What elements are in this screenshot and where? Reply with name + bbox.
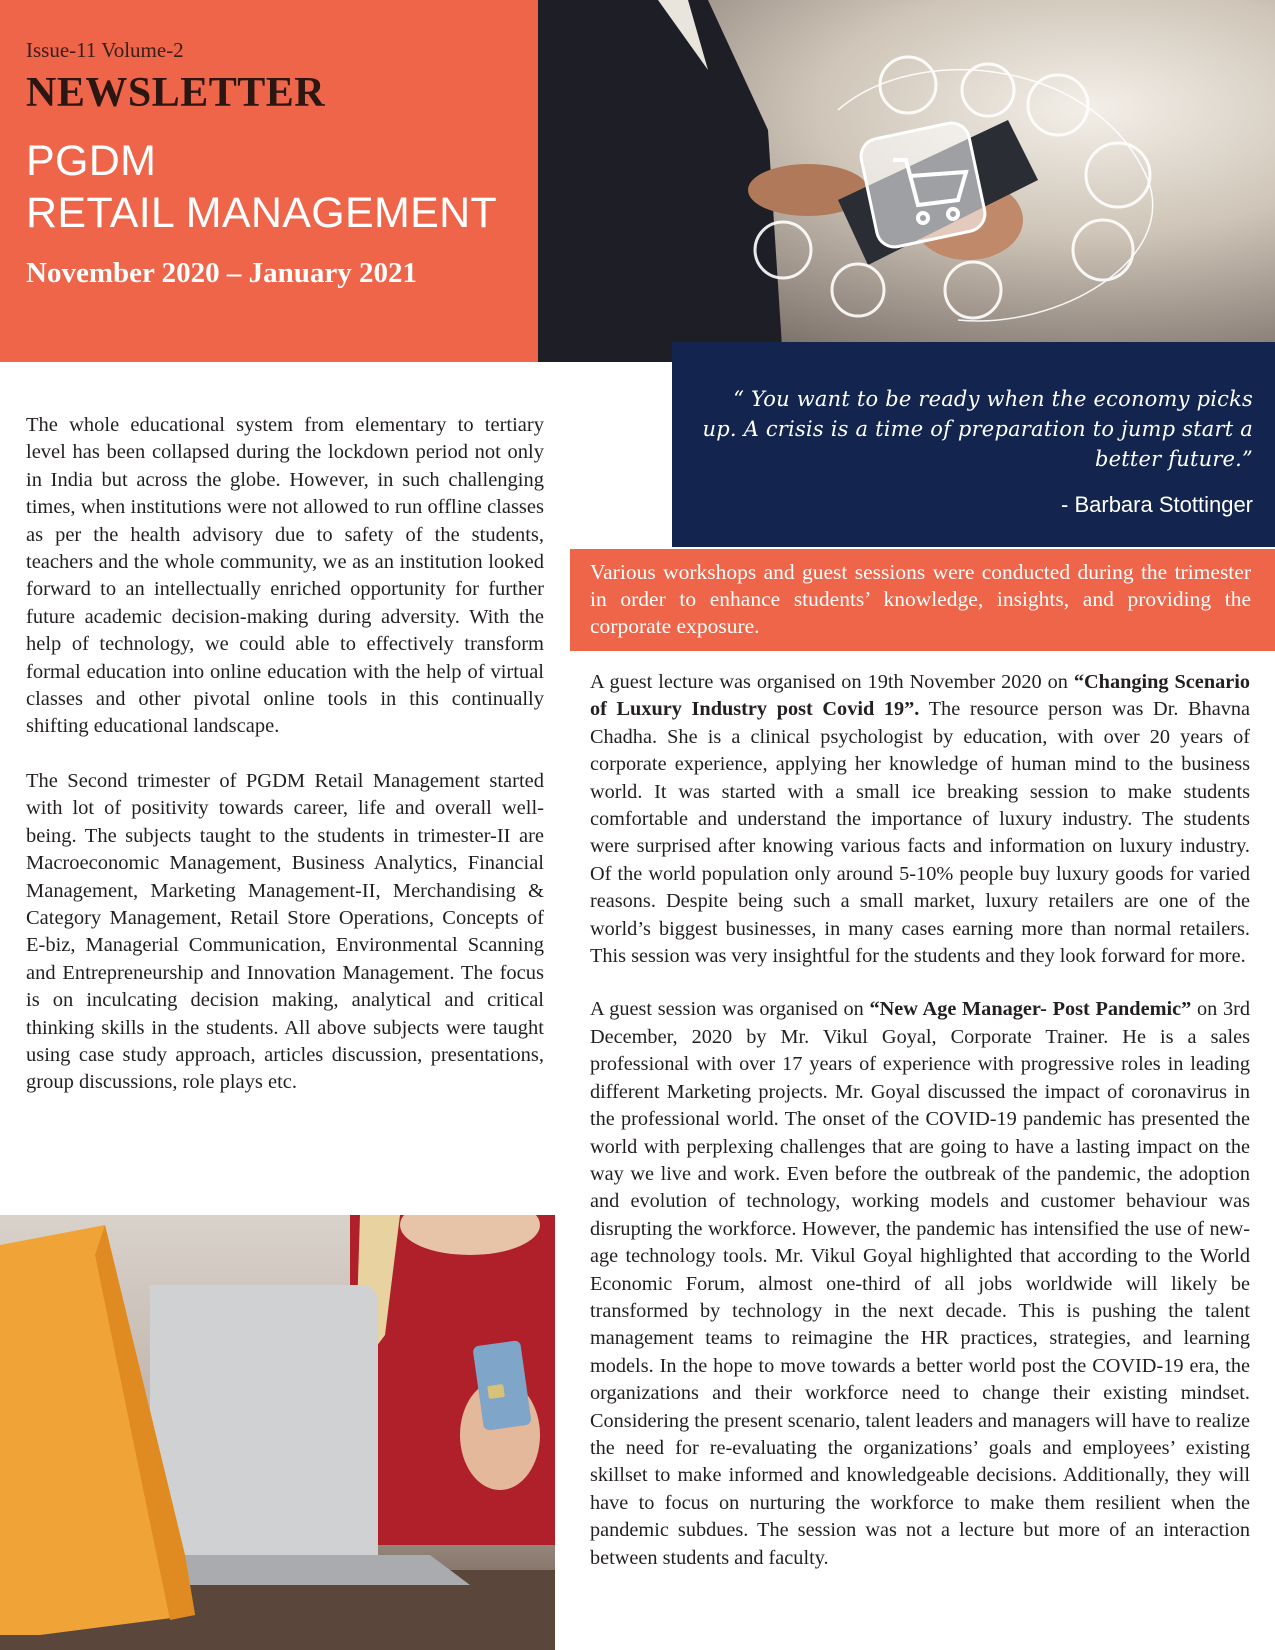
hero-illustration	[538, 0, 1275, 362]
card-chip-icon	[487, 1384, 505, 1399]
quote-box	[672, 342, 1275, 547]
quote-author: - Barbara Stottinger	[1061, 492, 1253, 517]
new-age-manager-paragraph	[590, 996, 1250, 1572]
cart-tile	[858, 120, 988, 250]
globe-icon	[1028, 75, 1088, 135]
p2-lead: A guest session was organised on	[590, 998, 870, 1021]
p2-bold-title: “New Age Manager- Post Pandemic”	[869, 998, 1192, 1021]
program-title-line2: RETAIL MANAGEMENT	[26, 189, 497, 237]
hero-image	[538, 0, 1275, 362]
right-column	[590, 669, 1250, 1598]
p1-body: The resource person was Dr. Bhavna Chadha. She is a clinical psychologist by education, with over 20 years of corporate experience, applying her knowledge of human mind to the business world. It was started with a small ice breaking session to make students comfortable and understand the importance of luxury industry. The students were surprised after knowing various facts and information on luxury industry. Of the world population only around 5-10% people buy luxury goods for varied reasons. Despite being such a small market, luxury retailers are one of the world’s biggest businesses, in many cases earning more than normal retailers. This session was very insightful for the students and they look forward for more.	[590, 698, 1250, 968]
truck-icon	[1086, 143, 1150, 207]
laptop-lid	[150, 1285, 378, 1555]
headset-icon	[945, 262, 1001, 318]
newsletter-title: NEWSLETTER	[26, 70, 326, 116]
luxury-lecture-paragraph	[590, 669, 1250, 970]
p1-lead: A guest lecture was organised on 19th November 2020 on	[590, 671, 1074, 693]
highlight-callout: Various workshops and guest sessions were conducted during the trimester in order to enhance students’ knowledge, insights, and providing the corporate exposure.	[570, 549, 1275, 651]
intro-paragraph: The whole educational system from elementary to tertiary level has been collapsed during the lockdown period not only in India but across the globe. However, in such challenging times, when institutions were not allowed to run offline classes as per the health advisory due to safety of the students, teachers and the whole community, we as an institution looked forward to an intellectually enriched opportunity for further future academic decision-making during adversity. With the help of technology, we could able to effectively transform formal education into online education with the help of virtual classes and other pivotal online tools in this continually shifting educational landscape.	[26, 414, 544, 738]
program-title	[26, 135, 512, 239]
issue-label: Issue-11 Volume-2	[26, 38, 184, 62]
store-icon	[1073, 220, 1133, 280]
p1-bold-title: “Changing Scenario of Luxury Industry post Covid 19”.	[590, 671, 1251, 721]
left-column	[26, 412, 544, 1124]
suit-shape	[538, 0, 783, 362]
p2-body: on 3rd December, 2020 by Mr. Vikul Goyal, Corporate Trainer. He is a sales professional with over 17 years of experience with progressive roles in leading different Marketing projects. Mr. Goyal discussed the impact of coronavirus in the professional world. The onset of the COVID-19 pandemic has presented the world with perplexing challenges that are going to have a lasting impact on the way we live and work. Even before the outbreak of the pandemic, the adoption and evolution of technology, working models and customer behaviour was disrupting the workforce. However, the pandemic has intensified the use of new-age technology tools. Mr. Vikul Goyal highlighted that according to the World Economic Forum, almost one-third of all jobs worldwide will likely be transformed by technology in the next decade. This is pushing the talent management teams to reimagine the HR practices, strategies, and learning models. In the hope to move towards a better world post the COVID-19 era, the organizations and their workforce need to change their existing mindset. Considering the present scenario, talent leaders and managers will have to realize the need for re-evaluating the organizations’ goals and employees’ existing skillset to make informed and knowledgeable decisions. Additionally, they will have to focus on nurturing the workforce to make them resilient when the pandemic subdues. The session was not a lecture but more of an interaction between students and faculty.	[590, 998, 1251, 1569]
gift-icon	[880, 57, 936, 113]
date-range: November 2020 – January 2021	[26, 257, 417, 289]
program-title-line1: PGDM	[26, 137, 157, 185]
trimester-paragraph: The Second trimester of PGDM Retail Management started with lot of positivity towards career, life and overall well-being. The subjects taught to the students in trimester-II are Macroeconomic Management, Business Analytics, Financial Management, Marketing Management-II, Merchandising & Category Management, Retail Store Operations, Concepts of E-biz, Managerial Communication, Environmental Scanning and Entrepreneurship and Innovation Management. The focus is on inculcating decision making, analytical and critical thinking skills in the students. All above subjects were taught using case study approach, articles discussion, presentations, group discussions, role plays etc.	[26, 769, 544, 1094]
shopping-photo	[0, 1215, 555, 1650]
masthead	[0, 0, 538, 362]
quote-text: “ You want to be ready when the economy picks up. A crisis is a time of preparation to jump start a better future.”	[702, 387, 1253, 471]
mail-icon	[832, 264, 884, 316]
shopping-illustration	[0, 1215, 555, 1650]
